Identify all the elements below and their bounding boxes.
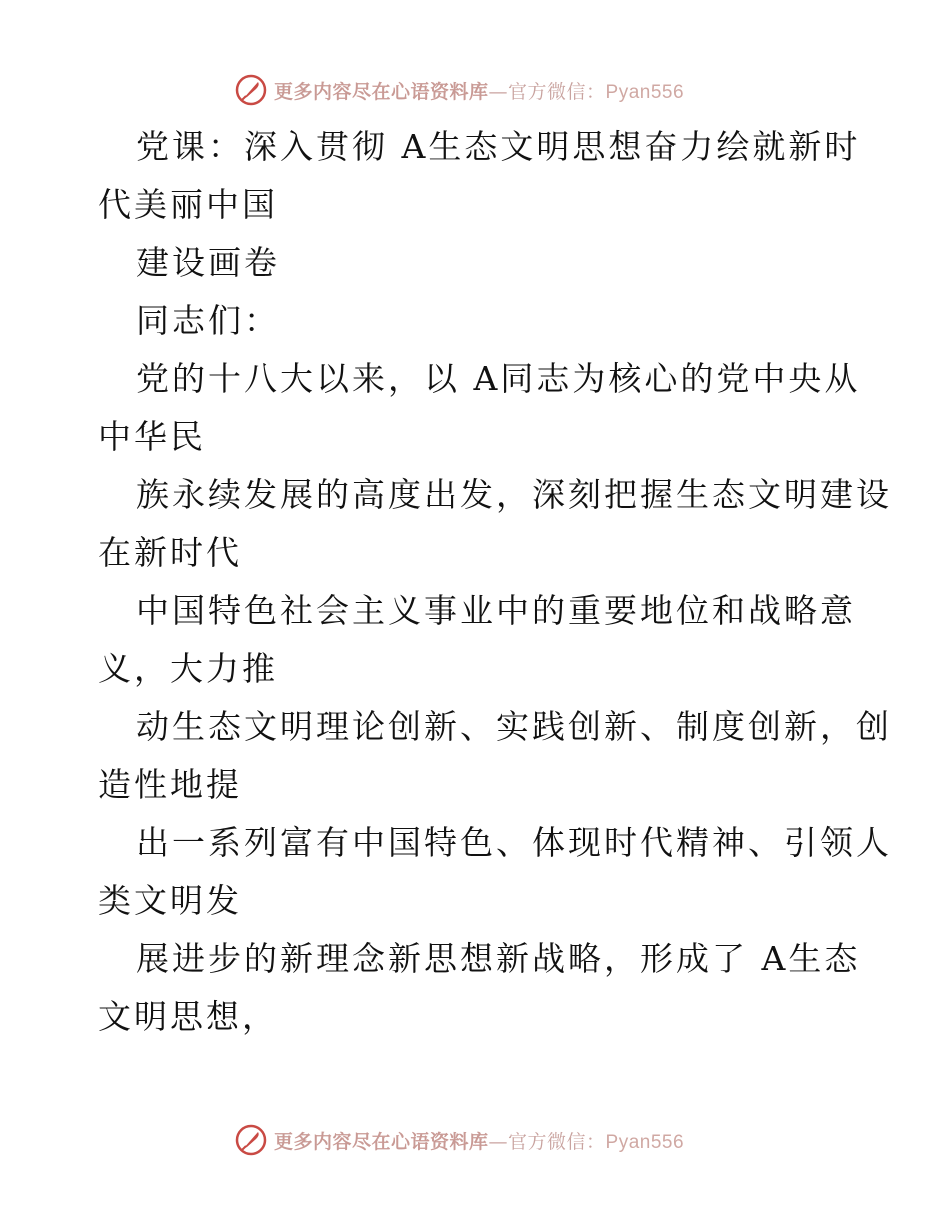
document-body (98, 118, 892, 1046)
text-line: 在新时代 (98, 533, 242, 572)
footer-watermark (234, 1122, 684, 1158)
watermark-site: 更多内容尽在心语资料库 (274, 80, 489, 103)
text-line: 中华民 (98, 417, 206, 456)
text-line: 同志们： (136, 301, 280, 340)
text-line: 动生态文明理论创新、实践创新、制度创新，创 (136, 707, 892, 746)
watermark-text (274, 1127, 684, 1154)
text-line: 党课：深入贯彻 A生态文明思想奋力绘就新时 (136, 127, 861, 166)
text-line: 中国特色社会主义事业中的重要地位和战略意 (136, 591, 856, 630)
watermark-label: 官方微信： (508, 80, 606, 103)
watermark-id: Pyan556 (605, 1131, 685, 1153)
watermark-dash: — (488, 1130, 509, 1153)
text-line: 出一系列富有中国特色、体现时代精神、引领人 (136, 823, 892, 862)
text-line: 党的十八大以来，以 A同志为核心的党中央从 (136, 359, 861, 398)
watermark-site: 更多内容尽在心语资料库 (274, 1130, 489, 1153)
text-line: 代美丽中国 (98, 185, 278, 224)
text-line: 义，大力推 (98, 649, 278, 688)
text-line: 类文明发 (98, 881, 242, 920)
text-line: 文明思想， (98, 997, 278, 1036)
watermark-id: Pyan556 (605, 81, 685, 103)
watermark-label: 官方微信： (508, 1130, 606, 1153)
feather-logo-icon (234, 1123, 268, 1157)
text-line: 族永续发展的高度出发，深刻把握生态文明建设 (136, 475, 892, 514)
header-watermark (234, 72, 684, 108)
text-line: 展进步的新理念新思想新战略，形成了 A生态 (136, 939, 861, 978)
text-line: 建设画卷 (136, 243, 280, 282)
watermark-text (274, 77, 684, 104)
watermark-dash: — (488, 80, 509, 103)
feather-logo-icon (234, 73, 268, 107)
text-line: 造性地提 (98, 765, 242, 804)
